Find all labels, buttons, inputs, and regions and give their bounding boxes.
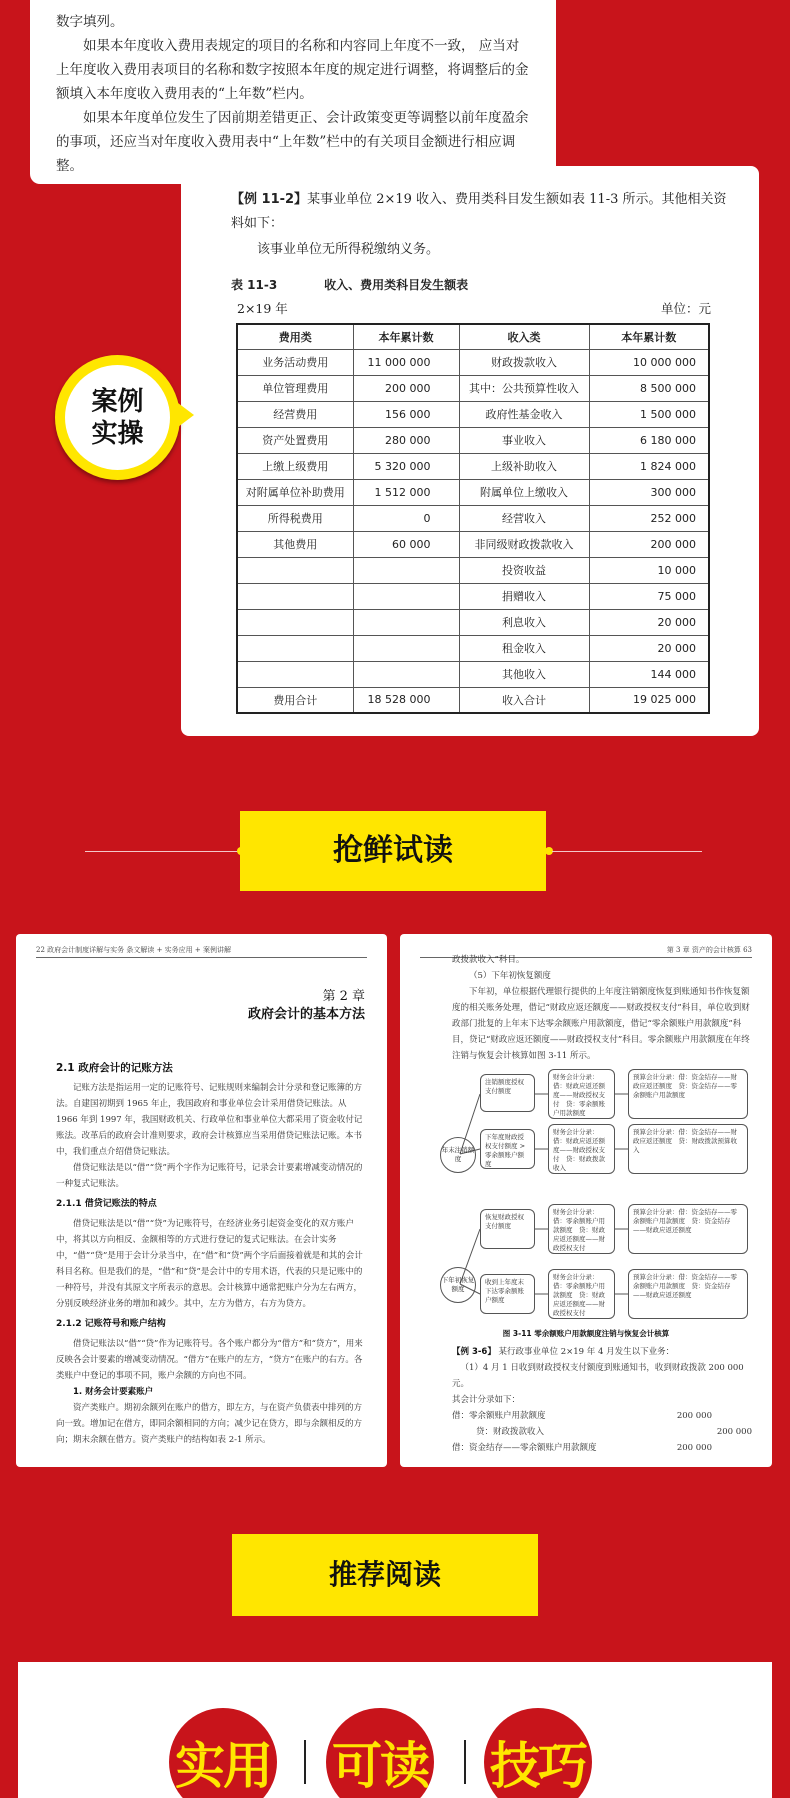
book-page-left (16, 934, 387, 1467)
cell (237, 661, 353, 687)
cell: 156 000 (353, 401, 459, 427)
section-banner-preview: 抢鲜试读 (240, 811, 546, 891)
flow-entry-financial: 财务会计分录：借：零余额账户用款额度 贷：财政应返还额度——财政授权支付 (548, 1204, 615, 1254)
cell (237, 635, 353, 661)
case-study-badge (55, 355, 180, 480)
cell: 投资收益 (459, 557, 589, 583)
figure-caption: 图 3-11 零余额账户用款额度注销与恢复会计核算 (502, 1329, 670, 1338)
cell: 其他费用 (237, 531, 353, 557)
example-text: 某事业单位 2×19 收入、费用类科目发生额如表 11-3 所示。其他相关资料如下： (231, 192, 727, 231)
col-header: 收入类 (459, 324, 589, 349)
flow-node: 收到上年度末下达零余额账户额度 (480, 1274, 535, 1314)
cell: 280 000 (353, 427, 459, 453)
cell: 资产处置费用 (237, 427, 353, 453)
flow-entry-budget: 预算会计分录：借：资金结存——财政应返还额度 贷：资金结存——零余额账户用款额度 (628, 1069, 748, 1119)
cell: 11 000 000 (353, 349, 459, 375)
journal-account: 借：零余额账户用款额度 (452, 1411, 546, 1421)
table-row (237, 609, 709, 635)
example-note: 其会计分录如下： (452, 1395, 521, 1405)
cell: 事业收入 (459, 427, 589, 453)
flow-node: 注销额度授权支付额度 (480, 1074, 535, 1112)
flow-node: 下年度财政授权支付额度 > 零余额账户额度 (480, 1129, 535, 1169)
feature-separator (464, 1740, 466, 1784)
cell: 8 500 000 (589, 375, 709, 401)
journal-line (452, 1424, 752, 1440)
table-row (237, 583, 709, 609)
table-row (237, 427, 709, 453)
table-row (237, 453, 709, 479)
cell: 上缴上级费用 (237, 453, 353, 479)
body-line: （5）下年初恢复额度 (469, 971, 551, 981)
book-page-right (400, 934, 772, 1467)
cell (237, 557, 353, 583)
subsection-heading: 2.1.2 记账符号和账户结构 (56, 1319, 166, 1329)
table-row (237, 375, 709, 401)
cell: 144 000 (589, 661, 709, 687)
body-paragraph: 资产类账户。期初余额列在账户的借方，即左方，与在资产负债表中排列的方向一致。增加记在借方，即同余额相同的方向；减少记在贷方，即与余额相反的方向；期末余额在借方。资产类账户的结构如表 2-1 所示。 (56, 1403, 363, 1445)
cell: 10 000 (589, 557, 709, 583)
cell: 1 824 000 (589, 453, 709, 479)
feature-word: 可读 (326, 1708, 434, 1798)
cell: 200 000 (353, 375, 459, 401)
cell: 75 000 (589, 583, 709, 609)
cell: 政府性基金收入 (459, 401, 589, 427)
cell: 上级补助收入 (459, 453, 589, 479)
cell (237, 583, 353, 609)
col-header: 费用类 (237, 324, 353, 349)
flow-entry-budget: 预算会计分录：借：资金结存——零余额账户用款额度 贷：资金结存——财政应返还额度 (628, 1269, 748, 1319)
chapter-title: 政府会计的基本方法 (247, 1007, 365, 1022)
journal-amount: 200 000 (716, 1427, 752, 1437)
cell (353, 635, 459, 661)
cell: 经营收入 (459, 505, 589, 531)
example-note: 该事业单位无所得税缴纳义务。 (257, 242, 440, 257)
body-paragraph: 借贷记账法以“借”“贷”作为记账符号。各个账户都分为“借方”和“贷方”，用来反映各会计要素的增减变动情况。“借方”在账户的左方，“贷方”在账户的右方。各类账户中登记的事项不同，账户余额的方向也不同。 (56, 1339, 363, 1381)
cell (353, 609, 459, 635)
top-paper-excerpt (30, 0, 556, 184)
divider-line (552, 851, 702, 852)
cell: 252 000 (589, 505, 709, 531)
table-row (237, 557, 709, 583)
example-text: 某行政事业单位 2×19 年 4 月发生以下业务： (498, 1347, 675, 1357)
table-header-row (237, 324, 709, 349)
cell (237, 609, 353, 635)
page-header: 22 政府会计制度详解与实务 条文解读 + 实务应用 + 案例讲解 (36, 945, 367, 958)
badge-line: 实操 (91, 418, 144, 449)
table-row (237, 479, 709, 505)
cell: 经营费用 (237, 401, 353, 427)
cell: 20 000 (589, 635, 709, 661)
cell: 业务活动费用 (237, 349, 353, 375)
flow-entry-financial: 财务会计分录：借：零余额账户用款额度 贷：财政应返还额度——财政授权支付 (548, 1269, 615, 1319)
journal-amount: 200 000 (676, 1443, 712, 1453)
table-row (237, 505, 709, 531)
cell: 利息收入 (459, 609, 589, 635)
page-body (56, 1060, 365, 1448)
cell: 60 000 (353, 531, 459, 557)
example-item: （1）4 月 1 日收到财政授权支付额度到账通知书，收到财政拨款 200 000 元。 (452, 1363, 744, 1389)
cell: 捐赠收入 (459, 583, 589, 609)
cell: 附属单位上缴收入 (459, 479, 589, 505)
section-banner-recommend: 推荐阅读 (232, 1534, 538, 1616)
cell: 所得税费用 (237, 505, 353, 531)
table-total-row (237, 687, 709, 713)
subsection-heading: 1. 财务会计要素账户 (73, 1387, 154, 1397)
feature-separator (304, 1740, 306, 1784)
journal-amount: 200 000 (676, 1411, 712, 1421)
cell: 租金收入 (459, 635, 589, 661)
cell: 非同级财政拨款收入 (459, 531, 589, 557)
example-label: 【例 3-6】 (452, 1347, 496, 1357)
body-paragraph: 下年初，单位根据代理银行提供的上年度注销额度恢复到账通知书作恢复额度的相关账务处理，借记“财政应返还额度——财政授权支付”科目，单位收到财政部门批复的上年末下达零余额账户用款额度，借记“零余额账户用款额度”科目，贷记“财政应返还额度——财政授权支付”科目。零余额账户用款额度在年终注销与恢复会计核算如图 3-11 所示。 (452, 987, 750, 1061)
recommend-card (18, 1662, 772, 1798)
subsection-heading: 2.1.1 借贷记账法的特点 (56, 1199, 157, 1209)
table-number: 表 11-3 (231, 278, 278, 292)
cell (353, 583, 459, 609)
cell: 5 320 000 (353, 453, 459, 479)
flow-root-node: 下年初恢复额度 (440, 1267, 476, 1303)
flow-root-node: 年末注销额度 (440, 1137, 476, 1173)
cell: 19 025 000 (589, 687, 709, 713)
flow-entry-financial: 财务会计分录：借：财政应返还额度——财政授权支付 贷：财政拨款收入 (548, 1124, 615, 1174)
cell: 20 000 (589, 609, 709, 635)
table-subheader (237, 299, 711, 317)
table-row (237, 401, 709, 427)
flow-entry-budget: 预算会计分录：借：资金结存——财政应返还额度 贷：财政拨款预算收入 (628, 1124, 748, 1174)
example-intro (231, 188, 729, 236)
divider-line (85, 851, 240, 852)
cell: 10 000 000 (589, 349, 709, 375)
cell: 0 (353, 505, 459, 531)
section-heading: 2.1 政府会计的记账方法 (56, 1062, 173, 1074)
cell: 1 500 000 (589, 401, 709, 427)
flow-entry-financial: 财务会计分录：借：财政应返还额度——财政授权支付 贷：零余额账户用款额度 (548, 1069, 615, 1119)
journal-line (452, 1408, 752, 1424)
cell (353, 661, 459, 687)
table-row (237, 635, 709, 661)
badge-label (65, 365, 170, 470)
col-header: 本年累计数 (353, 324, 459, 349)
cell: 对附属单位补助费用 (237, 479, 353, 505)
cell: 200 000 (589, 531, 709, 557)
journal-account: 贷：财政拨款收入 (476, 1427, 545, 1437)
journal-line (452, 1440, 752, 1456)
badge-line: 案例 (91, 386, 144, 417)
cell: 单位管理费用 (237, 375, 353, 401)
journal-account: 借：资金结存——零余额账户用款额度 (452, 1443, 597, 1453)
example-label: 【例 11-2】 (231, 192, 308, 207)
fee-table (236, 323, 710, 714)
flow-node: 恢复财政授权支付额度 (480, 1209, 535, 1249)
paper-line: 数字填列。 (56, 14, 124, 30)
paper-paragraph: 如果本年度收入费用表规定的项目的名称和内容同上年度不一致， 应当对上年度收入费用表项目的名称和数字按照本年度的规定进行调整，将调整后的金额填入本年度收入费用表的“上年数”栏内。 (56, 38, 529, 102)
cell: 其中：公共预算性收入 (459, 375, 589, 401)
example-block (452, 1344, 752, 1456)
table-row (237, 531, 709, 557)
example-card (181, 166, 759, 736)
flow-entry-budget: 预算会计分录：借：资金结存——零余额账户用款额度 贷：资金结存——财政应返还额度 (628, 1204, 748, 1254)
body-paragraph: 借贷记账法是以“借”“贷”为记账符号，在经济业务引起资金变化的双方账户中，将其以方向相反、金额相等的方式进行登记的复式记账法。在会计实务中，“借”“贷”是用于会计分录当中，在“借”和“贷”两个字后面接着就是和其的会计科目名称。但是我们的是，“借”和“贷”是会计中的专用术语，代表的只是记账中的一种符号，并没有其原文字所表示的意思。会计核算中通常把账户分为左右两方，分别反映经济业务的增加和减少。其中，左方为借方，右方为贷方。 (56, 1219, 363, 1309)
cell: 其他收入 (459, 661, 589, 687)
example-heading (452, 1344, 752, 1360)
table-year: 2×19 年 (237, 301, 288, 316)
cell (353, 557, 459, 583)
table-row (237, 661, 709, 687)
cell: 财政拨款收入 (459, 349, 589, 375)
feature-word: 实用 (169, 1708, 277, 1798)
feature-word: 技巧 (484, 1708, 592, 1798)
table-caption (231, 276, 705, 293)
cell: 收入合计 (459, 687, 589, 713)
cell: 300 000 (589, 479, 709, 505)
cell: 6 180 000 (589, 427, 709, 453)
body-paragraph: 借贷记账法是以“借”“贷”两个字作为记账符号，记录会计要素增减变动情况的一种复式记账法。 (56, 1163, 363, 1189)
cell: 1 512 000 (353, 479, 459, 505)
body-line: 政拨款收入”科目。 (452, 955, 525, 965)
cell: 费用合计 (237, 687, 353, 713)
body-paragraph: 记账方法是指运用一定的记账符号、记账规则来编制会计分录和登记账簿的方法。自建国初期到 1965 年止，我国政府和事业单位会计采用借贷记账法。从 1966 年到 1997 年，我国财政机关、行政单位和事业单位大都采用了资金收付记账法。改革后的政府会计准则要求，政府会计核算应当采用借贷记账法记账。本书中，我们重点介绍借贷记账法。 (56, 1083, 363, 1157)
chapter-number: 第 2 章 (322, 989, 365, 1004)
table-unit: 单位：元 (660, 301, 711, 316)
paper-paragraph: 如果本年度单位发生了因前期差错更正、会计政策变更等调整以前年度盈余的事项，还应当对年度收入费用表中“上年数”栏中的有关项目金额进行相应调整。 (56, 110, 529, 174)
cell: 18 528 000 (353, 687, 459, 713)
table-title: 收入、费用类科目发生额表 (324, 278, 469, 292)
col-header: 本年累计数 (589, 324, 709, 349)
page-header: 第 3 章 资产的会计核算 63 (420, 945, 752, 958)
table-row (237, 349, 709, 375)
